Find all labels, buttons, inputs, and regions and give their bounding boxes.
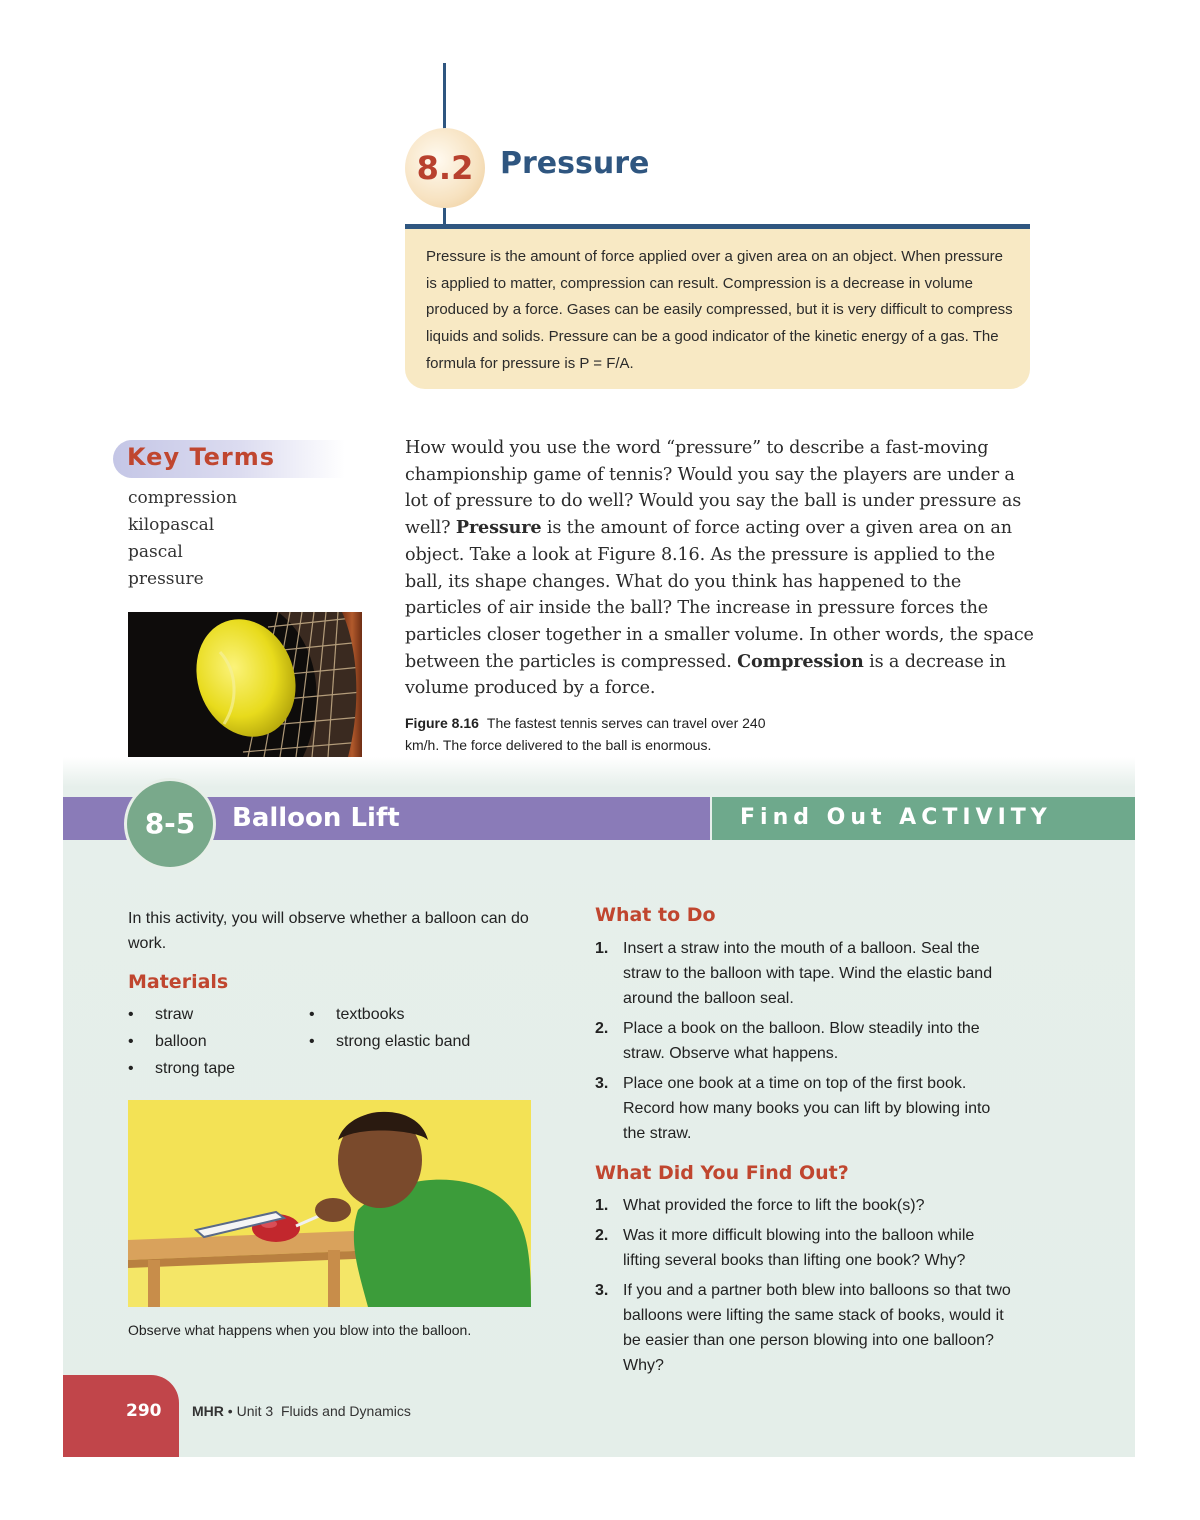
what-to-do-list (595, 936, 1015, 1151)
material-item: • strong elastic band (309, 1028, 470, 1055)
activity-type: Find Out ACTIVITY (740, 805, 1052, 830)
section-rule-vertical (443, 206, 446, 226)
section-summary: Pressure is the amount of force applied over a given area on an object. When pressure is applied to matter, compression can result. Compression is a decrease in volume produced by a force. Gases can be easily compressed, but it is very difficult to compress liquids and solids. Pressure can be a good indicator of the kinetic energy of a gas. The formula for pressure is P = F/A. (426, 248, 1013, 372)
figure-caption (405, 712, 785, 756)
figure-caption-text: The fastest tennis serves can travel over 240 km/h. The force delivered to the ball is enormous. (405, 715, 766, 753)
tennis-ball-photo (128, 612, 362, 757)
question-item: 1. What provided the force to lift the book(s)? (595, 1197, 925, 1214)
section-title: Pressure (500, 146, 650, 181)
boy-blowing-balloon-photo (128, 1100, 531, 1307)
step-item: 2. Place a book on the balloon. Blow steadily into the straw. Observe what happens. (595, 1020, 980, 1062)
section-number: 8.2 (416, 149, 474, 187)
key-term: kilopascal (128, 515, 215, 535)
activity-intro: In this activity, you will observe whether a balloon can do work. (128, 910, 529, 952)
activity-number: 8-5 (144, 807, 196, 840)
section-rule-vertical (443, 63, 446, 129)
what-to-do-heading: What to Do (595, 904, 716, 926)
material-item: • straw (128, 1001, 235, 1028)
question-item: 2. Was it more difficult blowing into the balloon while lifting several books than lifting one book? Why? (595, 1227, 975, 1269)
materials-list (128, 1001, 235, 1082)
publisher: MHR (192, 1403, 224, 1419)
key-term-compression: Compression (737, 650, 864, 672)
activity-title: Balloon Lift (232, 803, 400, 833)
materials-heading: Materials (128, 971, 229, 993)
key-term-pressure: Pressure (455, 517, 542, 539)
what-did-you-find-out-heading: What Did You Find Out? (595, 1162, 849, 1184)
questions-list (595, 1193, 1015, 1383)
step-item: 1. Insert a straw into the mouth of a balloon. Seal the straw to the balloon with tape. Wind the elastic band around the balloon seal. (595, 940, 993, 1007)
activity-image-caption: Observe what happens when you blow into the balloon. (128, 1322, 472, 1338)
page-number: 290 (126, 1401, 162, 1421)
body-paragraph: How would you use the word “pressure” to describe a fast-moving championship game of tennis? Would you say the players are under a lot of pressure to do well? Would you say the ball is under pressure as well? Pressure is the amount of force acting over a given area on an object. Take a look at Figure 8.16. As the pressure is applied to the ball, its shape changes. What do you think has happened to the particles of air inside the ball? The increase in pressure forces the particles closer together in a smaller volume. In other words, the space between the particles is compressed. Compression is a decrease in volume produced by a force. (405, 438, 1034, 699)
materials-list (309, 1001, 470, 1055)
key-term: compression (128, 488, 238, 508)
question-item: 3. If you and a partner both blew into balloons so that two balloons were lifting the same stack of books, would it be easier than one person blowing into one balloon? Why? (595, 1282, 1011, 1374)
material-item: • strong tape (128, 1055, 235, 1082)
key-terms-list (128, 485, 237, 593)
material-item: • balloon (128, 1028, 235, 1055)
footer-bullet: • (227, 1403, 233, 1419)
unit-title: Fluids and Dynamics (280, 1403, 411, 1419)
key-term: pascal (128, 542, 183, 562)
key-terms-title: Key Terms (127, 443, 276, 471)
unit-label: Unit 3 (236, 1403, 274, 1419)
figure-label: Figure 8.16 (405, 715, 479, 731)
key-term: pressure (128, 569, 204, 589)
material-item: • textbooks (309, 1001, 470, 1028)
running-footer (192, 1403, 411, 1419)
step-item: 3. Place one book at a time on top of the first book. Record how many books you can lift by blowing into the straw. (595, 1075, 991, 1142)
